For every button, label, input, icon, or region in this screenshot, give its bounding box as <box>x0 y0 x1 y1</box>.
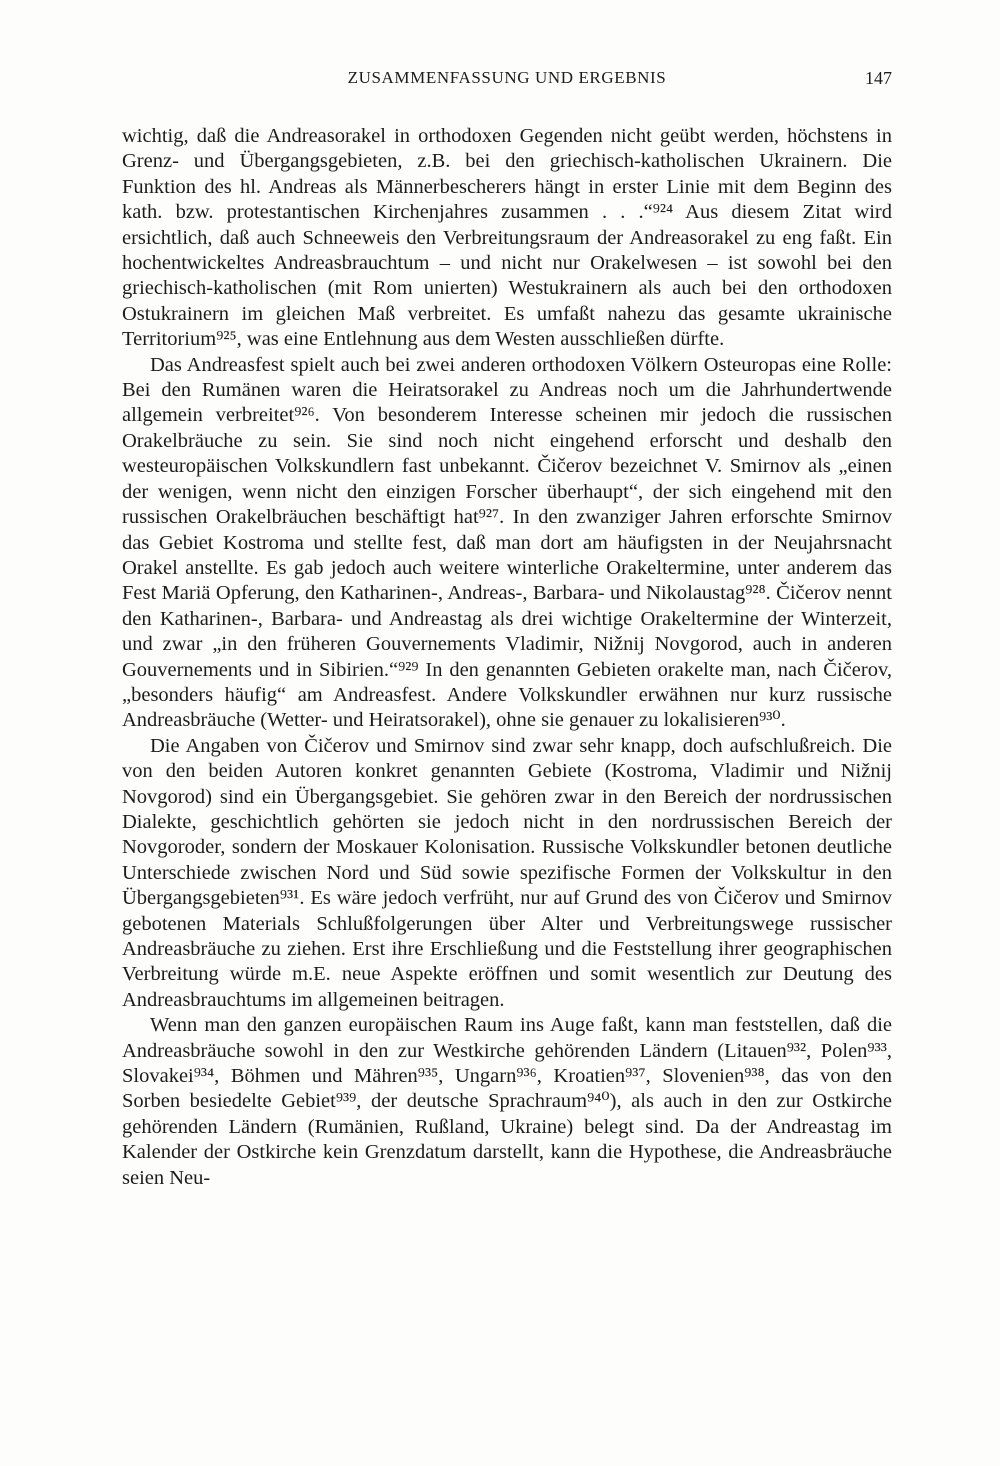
page-header <box>122 62 892 94</box>
paragraph-continuation: wichtig, daß die Andreasorakel in orthodoxen Gegenden nicht geübt werden, höchstens in Grenz- und Übergangsgebieten, z.B. bei den griechisch-katholischen Ukrainern. Die Funktion des hl. Andreas als Männerbescherers hängt in erster Linie mit dem Beginn des kath. bzw. protestantischen Kirchenjahres zusammen . . .“⁹²⁴ Aus diesem Zitat wird ersichtlich, daß auch Schneeweis den Verbreitungsraum der Andreasorakel zu eng faßt. Ein hochentwickeltes Andreasbrauchtum – und nicht nur Orakelwesen – ist sowohl bei den griechisch-katholischen (mit Rom unierten) Westukrainern als auch bei den orthodoxen Ostukrainern im gleichen Maß verbreitet. Es umfaßt nahezu das gesamte ukrainische Territorium⁹²⁵, was eine Entlehnung aus dem Westen ausschließen dürfte. <box>122 125 892 351</box>
body-text <box>122 124 892 1191</box>
running-title: ZUSAMMENFASSUNG UND ERGEBNIS <box>347 68 667 87</box>
paragraph: Das Andreasfest spielt auch bei zwei anderen orthodoxen Völkern Osteuropas eine Rolle: Bei den Rumänen waren die Heiratsorakel zu Andreas noch um die Jahrhundertwende allgemein verbreitet⁹²⁶. Von besonderem Interesse scheinen mir jedoch die russischen Orakelbräuche zu sein. Sie sind noch nicht eingehend erforscht und deshalb den westeuropäischen Volkskundlern fast unbekannt. Čičerov bezeichnet V. Smirnov als „einen der wenigen, wenn nicht den einzigen Forscher überhaupt“, der sich eingehend mit den russischen Orakelbräuchen beschäftigt hat⁹²⁷. In den zwanziger Jahren erforschte Smirnov das Gebiet Kostroma und stellte fest, daß man dort am häufigsten in der Neujahrsnacht Orakel anstellte. Es gab jedoch auch weitere winterliche Orakeltermine, unter anderem das Fest Mariä Opferung, den Katharinen-, Andreas-, Barbara- und Nikolaustag⁹²⁸. Čičerov nennt den Katharinen-, Barbara- und Andreastag als drei wichtige Orakeltermine der Winterzeit, und zwar „in den früheren Gouvernements Vladimir, Nižnij Novgorod, auch in anderen Gouvernements und in Sibirien.“⁹²⁹ In den genannten Gebieten orakelte man, nach Čičerov, „besonders häufig“ am Andreasfest. Andere Volkskundler erwähnen nur kurz russische Andreasbräuche (Wetter- und Heiratsorakel), ohne sie genauer zu lokalisieren⁹³⁰. <box>122 353 892 732</box>
page-number: 147 <box>865 68 892 88</box>
paragraph: Wenn man den ganzen europäischen Raum ins Auge faßt, kann man feststellen, daß die Andreasbräuche sowohl in den zur Westkirche gehörenden Ländern (Litauen⁹³², Polen⁹³³, Slovakei⁹³⁴, Böhmen und Mähren⁹³⁵, Ungarn⁹³⁶, Kroatien⁹³⁷, Slovenien⁹³⁸, das von den Sorben besiedelte Gebiet⁹³⁹, der deutsche Sprachraum⁹⁴⁰), als auch in den zur Ostkirche gehörenden Ländern (Rumänien, Rußland, Ukraine) belegt sind. Da der Andreastag im Kalender der Ostkirche kein Grenzdatum darstellt, kann die Hypothese, die Andreasbräuche seien Neu- <box>122 1014 892 1189</box>
paragraph: Die Angaben von Čičerov und Smirnov sind zwar sehr knapp, doch aufschlußreich. Die von den beiden Autoren konkret genannten Gebiete (Kostroma, Vladimir und Nižnij Novgorod) sind ein Übergangsgebiet. Sie gehören zwar in den Bereich der nordrussischen Dialekte, geschichtlich gehörten sie jedoch nicht in den nordrussischen Bereich der Novgoroder, sondern der Moskauer Kolonisation. Russische Volkskundler betonen deutliche Unterschiede zwischen Nord und Süd sowie spezifische Formen der Volkskultur in den Übergangsgebieten⁹³¹. Es wäre jedoch verfrüht, nur auf Grund des von Čičerov und Smirnov gebotenen Materials Schlußfolgerungen über Alter und Verbreitungswege russischer Andreasbräuche zu ziehen. Erst ihre Erschließung und die Feststellung ihrer geographischen Verbreitung würde m.E. neue Aspekte eröffnen und somit wesentlich zur Deutung des Andreasbrauchtums im allgemeinen beitragen. <box>122 734 892 1011</box>
